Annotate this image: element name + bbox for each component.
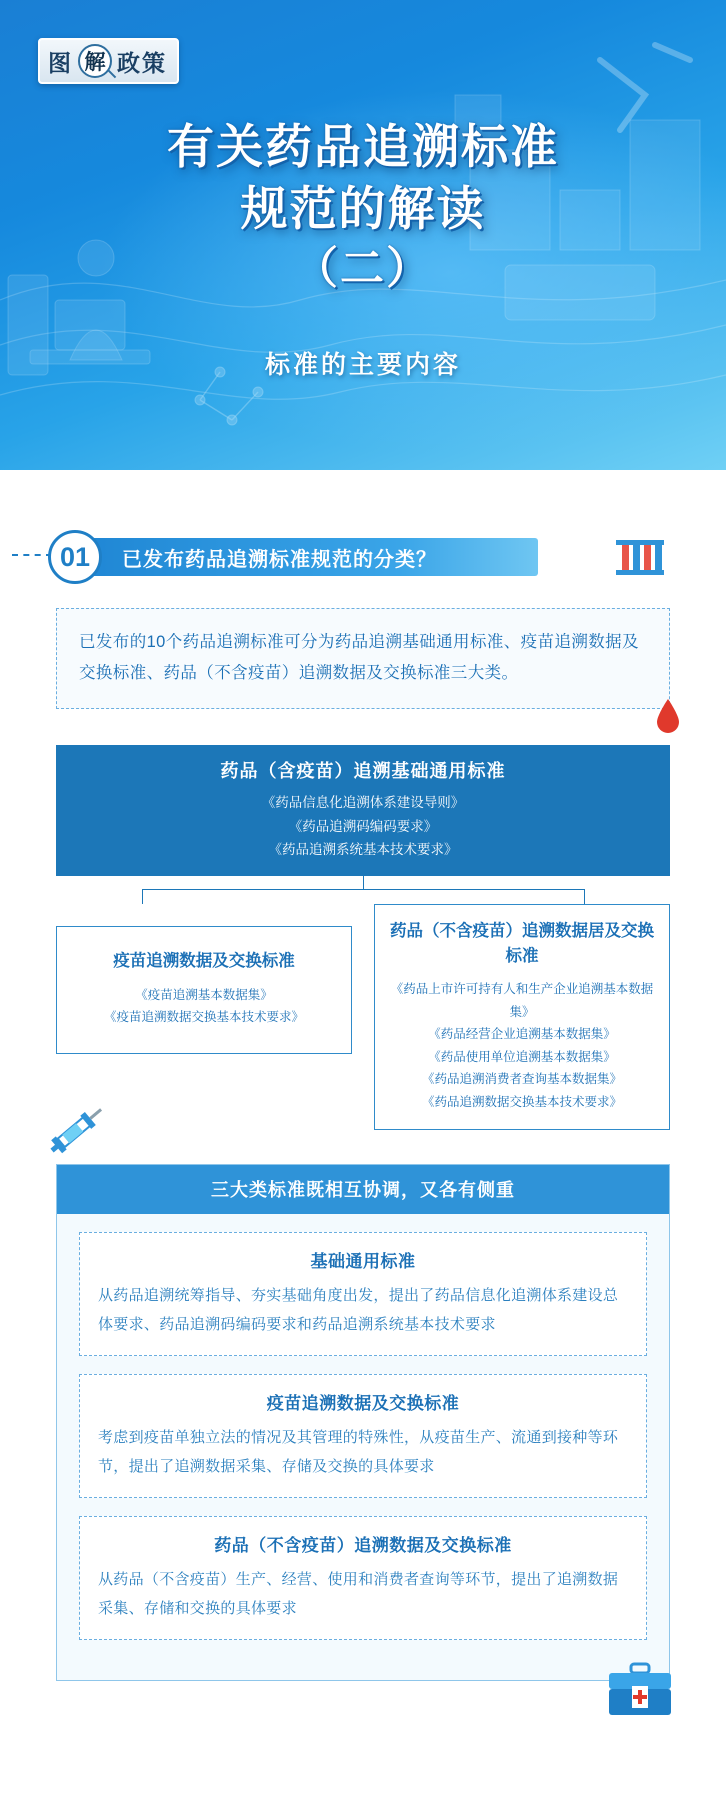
summary-panel [56, 1164, 670, 1681]
branch-item: 《药品使用单位追溯基本数据集》 [428, 1049, 616, 1064]
summary-card-text: 从药品（不含疫苗）生产、经营、使用和消费者查询等环节，提出了追溯数据采集、存储和交换的具体要求 [98, 1571, 619, 1617]
section-title: 已发布药品追溯标准规范的分类？ [122, 548, 437, 571]
summary-card-title: 基础通用标准 [310, 1252, 416, 1272]
tree-branch-drug [374, 904, 670, 1131]
summary-card-text: 考虑到疫苗单独立法的情况及其管理的特殊性，从疫苗生产、流通到接种等环节，提出了追溯数据采集、存储及交换的具体要求 [98, 1429, 619, 1475]
page-title-line1: 有关药品追溯标准 [167, 120, 559, 173]
tree-connector-lines [56, 876, 670, 904]
summary-card [79, 1232, 647, 1356]
tree-top-title: 药品（含疫苗）追溯基础通用标准 [220, 761, 506, 782]
badge-right-text: 政策 [117, 50, 167, 76]
branch-title: 药品（不含疫苗）追溯数据居及交换标准 [390, 921, 654, 965]
branch-item: 《药品上市许可持有人和生产企业追溯基本数据集》 [390, 982, 654, 1019]
section-header [0, 520, 726, 590]
section-dash-line [12, 554, 52, 556]
intro-text: 已发布的10个药品追溯标准可分为药品追溯基础通用标准、疫苗追溯数据及交换标准、药品（不含疫苗）追溯数据及交换标准三大类。 [79, 633, 639, 682]
intro-box [56, 608, 670, 709]
badge-left-text: 图 [48, 50, 73, 76]
test-tube-rack-icon [612, 534, 668, 580]
branch-item: 《药品经营企业追溯基本数据集》 [428, 1027, 616, 1042]
summary-card-title: 药品（不含疫苗）追溯数据及交换标准 [214, 1536, 512, 1556]
branch-title: 疫苗追溯数据及交换标准 [113, 951, 295, 970]
branch-item: 《疫苗追溯数据交换基本技术要求》 [103, 1010, 304, 1025]
tree-branch-vaccine [56, 926, 352, 1054]
hero-banner [0, 0, 726, 470]
summary-card-text: 从药品追溯统筹指导、夯实基础角度出发，提出了药品信息化追溯体系建设总体要求、药品追溯码编码要求和药品追溯系统基本技术要求 [98, 1287, 619, 1333]
summary-card [79, 1516, 647, 1640]
page-subtitle: 标准的主要内容 [264, 351, 461, 379]
section-number: 01 [48, 530, 102, 584]
branch-item: 《药品追溯数据交换基本技术要求》 [421, 1094, 622, 1109]
branch-item: 《疫苗追溯基本数据集》 [135, 987, 273, 1002]
standards-tree [56, 745, 670, 1130]
branch-item: 《药品追溯消费者查询基本数据集》 [421, 1072, 622, 1087]
section-title-bar [78, 538, 538, 576]
page-title [0, 116, 726, 298]
badge-magnifier-icon [78, 44, 112, 78]
tree-top-box [56, 745, 670, 876]
tree-top-item: 《药品追溯码编码要求》 [288, 818, 438, 834]
medical-toolbox-icon [605, 1660, 675, 1720]
page-title-line3: （二） [294, 244, 432, 294]
panel-heading: 三大类标准既相互协调，又各有侧重 [57, 1165, 669, 1214]
page-title-line2: 规范的解读 [240, 182, 486, 236]
badge-circle-text: 解 [84, 50, 106, 74]
tree-top-item: 《药品信息化追溯体系建设导则》 [261, 795, 465, 811]
summary-card [79, 1374, 647, 1498]
syringe-icon [42, 1094, 112, 1164]
summary-card-title: 疫苗追溯数据及交换标准 [266, 1394, 460, 1414]
tujie-zhengce-badge [38, 38, 179, 84]
blood-drop-icon [655, 698, 681, 734]
tree-top-item: 《药品追溯系统基本技术要求》 [268, 842, 458, 858]
